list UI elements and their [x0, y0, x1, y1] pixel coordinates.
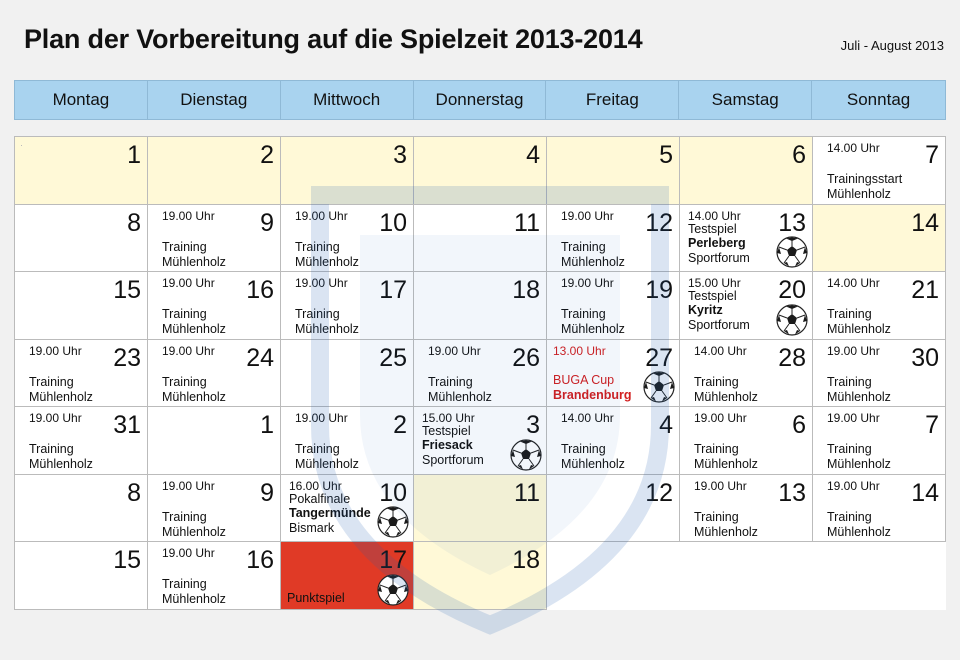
day-number: 2 — [260, 141, 274, 169]
event-line: Training — [295, 442, 340, 457]
calendar-day-cell — [680, 205, 813, 273]
day-number: 17 — [379, 546, 407, 575]
day-number: 16 — [246, 546, 274, 575]
event-line: Mühlenholz — [827, 524, 891, 539]
event-time: 19.00 Uhr — [694, 478, 747, 493]
event-time: 19.00 Uhr — [295, 208, 348, 223]
event-time: 19.00 Uhr — [561, 208, 614, 223]
day-number: 4 — [659, 411, 673, 440]
soccer-ball-icon — [377, 574, 409, 606]
event-line: Mühlenholz — [827, 457, 891, 472]
weekday-tuesday: Dienstag — [148, 81, 281, 119]
event-line: Perleberg — [688, 235, 746, 250]
event-time: 14.00 Uhr — [688, 208, 741, 223]
day-number: 10 — [379, 478, 407, 507]
event-line: Training — [162, 577, 207, 592]
event-line: Training — [827, 442, 872, 457]
weekday-thursday: Donnerstag — [414, 81, 547, 119]
calendar-day-cell — [547, 475, 680, 543]
day-number: 17 — [379, 276, 407, 305]
event-line: Testspiel — [688, 289, 737, 304]
event-line: Testspiel — [422, 424, 471, 439]
event-line: Brandenburg — [553, 387, 632, 402]
event-line: Friesack — [422, 438, 473, 453]
calendar-day-cell — [813, 475, 946, 543]
event-time: 14.00 Uhr — [827, 141, 880, 155]
event-line: Mühlenholz — [827, 187, 891, 201]
soccer-ball-icon — [643, 371, 675, 403]
event-line: Training — [561, 442, 606, 457]
day-number: 9 — [260, 478, 274, 507]
event-line: Training — [827, 307, 872, 322]
day-number: 14 — [911, 208, 939, 237]
calendar-day-cell — [281, 137, 414, 205]
event-line: Mühlenholz — [295, 322, 359, 337]
event-line: Mühlenholz — [162, 254, 226, 269]
day-number: 8 — [127, 208, 141, 237]
day-number: 20 — [778, 276, 806, 305]
event-time: 14.00 Uhr — [694, 343, 747, 358]
day-number: 18 — [512, 276, 540, 305]
day-number: 6 — [792, 411, 806, 440]
event-time: 19.00 Uhr — [295, 411, 348, 426]
event-line: Training — [827, 509, 872, 524]
event-line: Mühlenholz — [694, 457, 758, 472]
day-number: 23 — [113, 343, 141, 372]
day-number: 2 — [393, 411, 407, 440]
event-line: Training — [295, 239, 340, 254]
event-line: Mühlenholz — [162, 389, 226, 404]
day-number: 27 — [645, 343, 673, 372]
day-number: 11 — [514, 208, 540, 237]
event-line: BUGA Cup — [553, 372, 615, 387]
calendar-day-cell — [680, 137, 813, 205]
event-line: Mühlenholz — [29, 457, 93, 472]
page-title: Plan der Vorbereitung auf die Spielzeit 2013-2014 — [24, 24, 643, 54]
day-number: 7 — [925, 141, 939, 169]
event-line: Mühlenholz — [295, 457, 359, 472]
event-label: Punktspiel — [287, 590, 345, 605]
event-line: Mühlenholz — [29, 389, 93, 404]
event-line: Training — [162, 374, 207, 389]
calendar-day-cell — [813, 272, 946, 340]
event-line: Training — [561, 239, 606, 254]
day-number: 28 — [778, 343, 806, 372]
day-number: 6 — [792, 141, 806, 169]
calendar-day-cell — [547, 205, 680, 273]
day-number: 3 — [393, 141, 407, 169]
event-time: 13.00 Uhr — [553, 343, 606, 358]
event-line: Mühlenholz — [428, 389, 492, 404]
day-number: 12 — [645, 478, 673, 507]
calendar-grid — [14, 136, 946, 610]
calendar-day-cell — [148, 475, 281, 543]
event-line: Training — [162, 307, 207, 322]
day-number: 24 — [246, 343, 274, 372]
event-time: 15.00 Uhr — [422, 411, 475, 426]
event-line: Bismark — [289, 520, 335, 535]
event-time: 19.00 Uhr — [29, 411, 82, 426]
soccer-ball-icon — [510, 439, 542, 471]
event-time: 14.00 Uhr — [827, 276, 880, 291]
event-line: Mühlenholz — [162, 322, 226, 337]
event-time: 19.00 Uhr — [827, 343, 880, 358]
weekday-saturday: Samstag — [679, 81, 812, 119]
event-time: 14.00 Uhr — [561, 411, 614, 426]
day-number: 19 — [645, 276, 673, 305]
day-number: 5 — [659, 141, 673, 169]
weekday-friday: Freitag — [546, 81, 679, 119]
day-number: 31 — [113, 411, 141, 440]
day-number: 14 — [911, 478, 939, 507]
calendar-day-cell — [414, 542, 547, 610]
day-number: 13 — [778, 208, 806, 237]
day-number: 15 — [113, 276, 141, 305]
event-time: 15.00 Uhr — [688, 276, 741, 291]
calendar-day-cell — [813, 205, 946, 273]
day-number: 8 — [127, 478, 141, 507]
event-line: Training — [827, 374, 872, 389]
calendar-day-cell — [680, 272, 813, 340]
event-line: Mühlenholz — [295, 254, 359, 269]
calendar-day-cell — [414, 340, 547, 408]
event-time: 19.00 Uhr — [162, 343, 215, 358]
event-line: Training — [29, 442, 74, 457]
calendar-day-cell — [15, 407, 148, 475]
weekday-sunday: Sonntag — [846, 90, 911, 109]
calendar-day-cell — [680, 475, 813, 543]
soccer-ball-icon — [776, 304, 808, 336]
event-line: Training — [694, 509, 739, 524]
soccer-ball-icon — [776, 236, 808, 268]
event-line: Mühlenholz — [694, 524, 758, 539]
day-number: 7 — [925, 411, 939, 440]
event-time: 19.00 Uhr — [295, 276, 348, 291]
calendar-day-cell — [148, 272, 281, 340]
calendar-day-cell — [414, 407, 547, 475]
event-line: Mühlenholz — [827, 322, 891, 337]
day-number: 21 — [911, 276, 939, 305]
calendar-day-cell — [414, 137, 547, 205]
calendar-day-cell — [281, 272, 414, 340]
weekday-header — [14, 80, 946, 120]
weekday-wednesday: Mittwoch — [281, 81, 414, 119]
calendar-day-cell — [148, 340, 281, 408]
event-line: Sportforum — [422, 453, 484, 468]
calendar-day-cell — [281, 475, 414, 543]
event-line: Training — [694, 442, 739, 457]
day-number: 18 — [512, 546, 540, 575]
calendar-day-cell — [813, 340, 946, 408]
event-line: Mühlenholz — [561, 254, 625, 269]
event-time: 19.00 Uhr — [162, 276, 215, 291]
calendar-day-cell — [547, 272, 680, 340]
event-time: 19.00 Uhr — [827, 411, 880, 426]
event-line: Trainingsstart — [827, 172, 903, 186]
event-time: 19.00 Uhr — [162, 546, 215, 561]
calendar-day-cell — [148, 407, 281, 475]
day-number: 30 — [911, 343, 939, 372]
day-number: 4 — [526, 141, 540, 169]
event-line: Pokalfinale — [289, 491, 351, 506]
event-time: 19.00 Uhr — [162, 208, 215, 223]
event-line: Tangermünde — [289, 505, 371, 520]
event-line: Mühlenholz — [561, 322, 625, 337]
event-line: Training — [162, 239, 207, 254]
event-time: 19.00 Uhr — [694, 411, 747, 426]
event-time: 16.00 Uhr — [289, 478, 342, 493]
event-line: Training — [29, 374, 74, 389]
calendar-day-cell — [680, 340, 813, 408]
day-number: 1 — [127, 141, 141, 169]
calendar-day-cell — [281, 340, 414, 408]
calendar-day-cell — [414, 272, 547, 340]
calendar-day-cell — [148, 205, 281, 273]
event-time: 19.00 Uhr — [561, 276, 614, 291]
event-time: 19.00 Uhr — [29, 343, 82, 358]
event-line: Training — [428, 374, 473, 389]
calendar-day-cell — [813, 407, 946, 475]
soccer-ball-icon — [377, 506, 409, 538]
day-number: 10 — [379, 208, 407, 237]
date-range: Juli - August 2013 — [840, 38, 944, 53]
event-line: Sportforum — [688, 318, 750, 333]
event-line: Mühlenholz — [162, 524, 226, 539]
day-number: 15 — [113, 546, 141, 575]
calendar-day-cell — [15, 205, 148, 273]
event-time: 19.00 Uhr — [162, 478, 215, 493]
calendar-day-cell — [281, 205, 414, 273]
event-line: Training — [561, 307, 606, 322]
day-number: 16 — [246, 276, 274, 305]
event-line: Kyritz — [688, 303, 723, 318]
event-line: Mühlenholz — [827, 389, 891, 404]
calendar-day-cell — [680, 407, 813, 475]
calendar-day-cell — [281, 407, 414, 475]
calendar-day-cell — [813, 137, 946, 205]
calendar-day-cell — [547, 137, 680, 205]
event-line: Training — [694, 374, 739, 389]
event-time: 19.00 Uhr — [827, 478, 880, 493]
day-number: 11 — [514, 478, 540, 507]
event-line: Sportforum — [688, 250, 750, 265]
day-number: 9 — [260, 208, 274, 237]
calendar-day-cell — [148, 542, 281, 610]
event-line: Mühlenholz — [694, 389, 758, 404]
calendar-day-cell — [547, 407, 680, 475]
event-line: Training — [162, 509, 207, 524]
event-line: Training — [295, 307, 340, 322]
day-number: 25 — [379, 343, 407, 372]
calendar-day-cell — [15, 475, 148, 543]
day-number: 13 — [778, 478, 806, 507]
day-number: 12 — [645, 208, 673, 237]
calendar-day-cell — [414, 205, 547, 273]
day-number: 26 — [512, 343, 540, 372]
event-line: Mühlenholz — [162, 592, 226, 607]
calendar-day-cell — [15, 542, 148, 610]
calendar-day-cell — [547, 340, 680, 408]
day-number: 3 — [526, 411, 540, 440]
calendar-day-cell — [15, 272, 148, 340]
calendar-day-cell — [281, 542, 414, 610]
event-line: Mühlenholz — [561, 457, 625, 472]
calendar-day-cell — [15, 137, 148, 205]
calendar-day-cell — [414, 475, 547, 543]
day-number: 1 — [260, 411, 274, 440]
calendar-day-cell — [21, 145, 22, 146]
calendar-day-cell — [15, 340, 148, 408]
event-time: 19.00 Uhr — [428, 343, 481, 358]
weekday-monday: Montag — [15, 81, 148, 119]
event-line: Testspiel — [688, 221, 737, 236]
calendar-day-cell — [148, 137, 281, 205]
